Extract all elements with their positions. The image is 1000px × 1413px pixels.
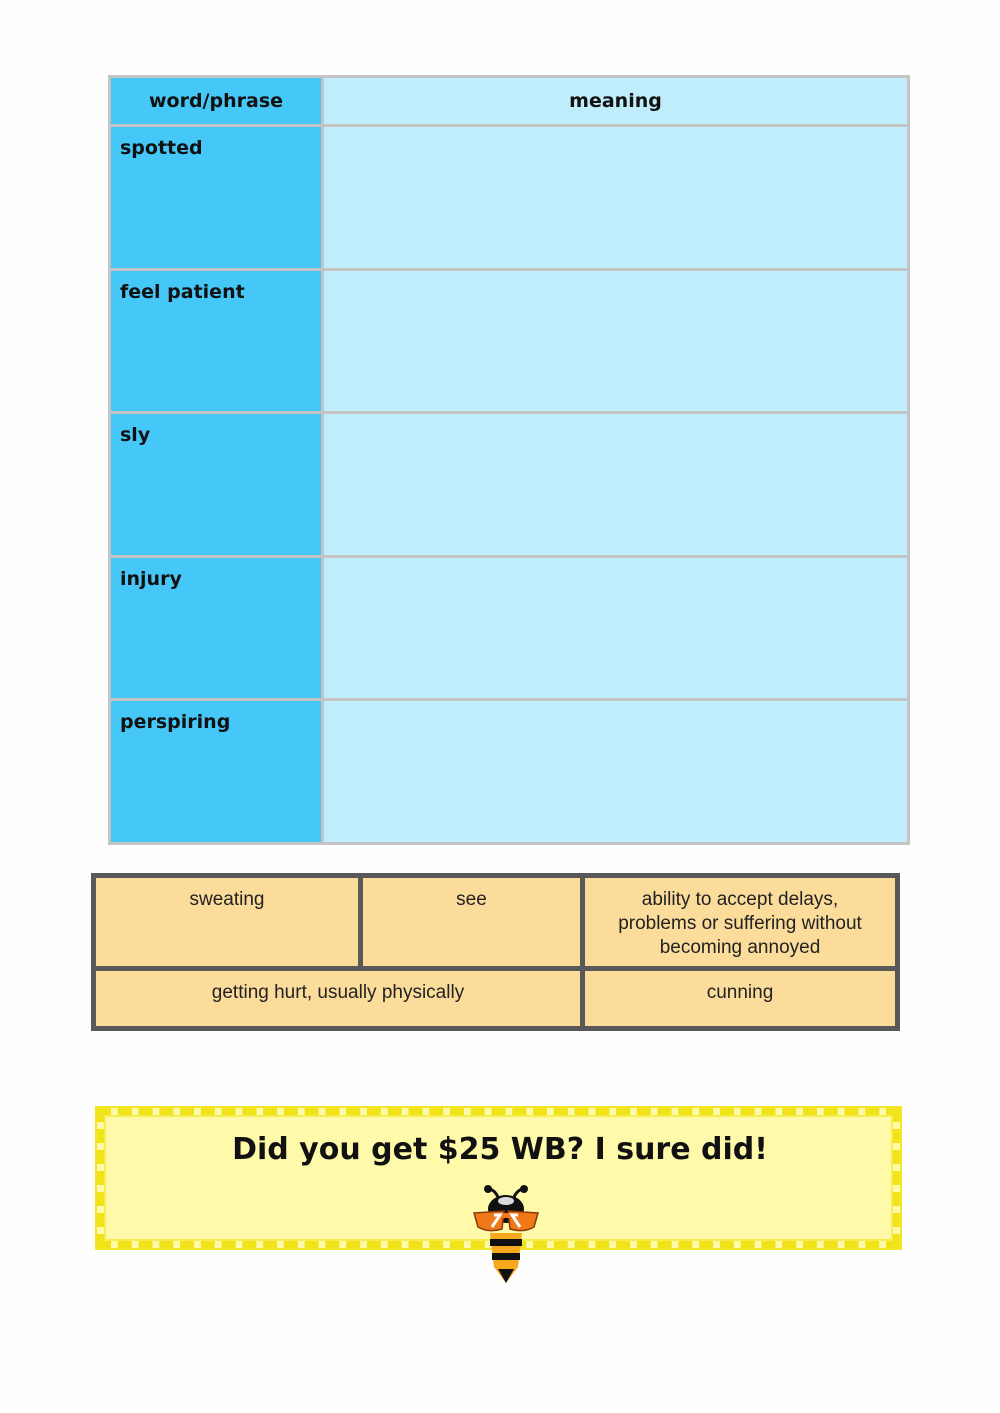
word-cell: injury — [111, 558, 321, 699]
header-meaning: meaning — [324, 78, 907, 124]
meaning-drop-zone[interactable] — [324, 414, 907, 555]
draggable-answer[interactable]: ability to accept delays, problems or suffering without becoming annoyed — [585, 878, 895, 966]
meaning-drop-zone[interactable] — [324, 558, 907, 699]
banner-text: Did you get $25 WB? I sure did! — [232, 1132, 768, 1167]
draggable-answer[interactable]: cunning — [585, 971, 895, 1026]
vocabulary-table — [108, 75, 910, 845]
bee-with-sunglasses-icon — [468, 1183, 544, 1287]
word-cell: spotted — [111, 127, 321, 268]
word-cell: feel patient — [111, 271, 321, 412]
meaning-drop-zone[interactable] — [324, 701, 907, 842]
word-cell: sly — [111, 414, 321, 555]
draggable-answer[interactable]: getting hurt, usually physically — [96, 971, 580, 1026]
header-word-phrase: word/phrase — [111, 78, 321, 124]
draggable-answer[interactable]: see — [363, 878, 580, 966]
meaning-drop-zone[interactable] — [324, 127, 907, 268]
draggable-answer[interactable]: sweating — [96, 878, 358, 966]
answer-bank — [91, 873, 900, 1031]
meaning-drop-zone[interactable] — [324, 271, 907, 412]
word-cell: perspiring — [111, 701, 321, 842]
